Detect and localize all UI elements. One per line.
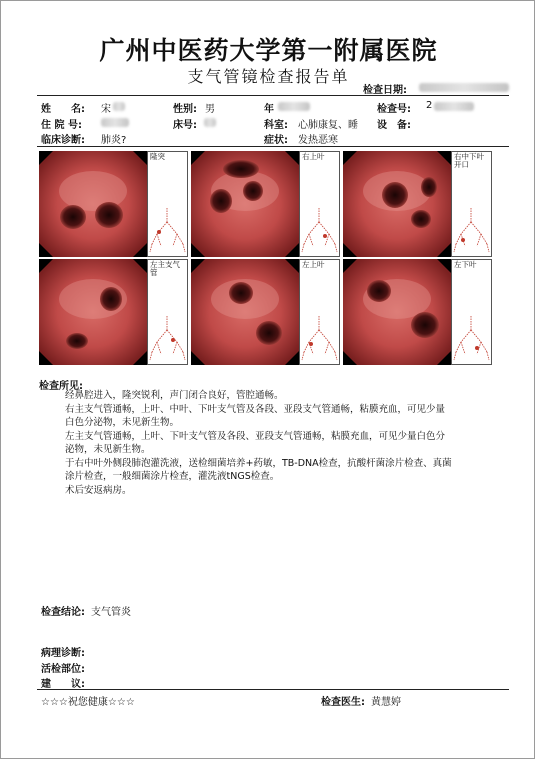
bronchial-tree-icon xyxy=(149,316,186,362)
findings-line: 右主支气管通畅，上叶、中叶、下叶支气管及各段、亚段支气管通畅，粘膜充血，可见少量 xyxy=(65,404,446,415)
findings-line: 泌物，未见新生物。 xyxy=(65,444,151,455)
dept-label: 科室: xyxy=(264,120,288,131)
exam-no-redacted xyxy=(434,102,474,111)
symptom-label: 症状: xyxy=(264,135,288,146)
doctor-label: 检查医生: xyxy=(321,697,365,708)
age-label: 年 xyxy=(264,104,274,115)
conclusion-label: 检查结论: xyxy=(41,607,85,618)
bronchial-tree-icon xyxy=(453,208,490,254)
advice-label: 建 议: xyxy=(41,679,85,690)
report-title: 支气管镜检查报告单 xyxy=(187,67,350,86)
pathology-label: 病理诊断: xyxy=(41,648,85,659)
image-location-label: 右上叶 xyxy=(302,152,325,161)
wish-text: ☆☆☆祝您健康☆☆☆ xyxy=(41,697,135,708)
header-rule xyxy=(37,95,509,96)
exam-no-label: 检查号: xyxy=(377,104,411,115)
exam-date-label: 检查日期: xyxy=(363,85,407,96)
bronchial-tree-diagram xyxy=(147,259,188,365)
bronchoscopy-image xyxy=(343,259,451,365)
bronchoscopy-image xyxy=(39,259,147,365)
bed-redacted xyxy=(204,118,216,127)
image-location-label: 左上叶 xyxy=(302,260,325,269)
bronchoscopy-image xyxy=(191,259,299,365)
equipment-label: 设 备: xyxy=(377,120,411,131)
conclusion-value: 支气管炎 xyxy=(91,607,131,618)
findings-line: 左主支气管通畅，上叶、下叶支气管及各段、亚段支气管通畅，粘膜充血，可见少量白色分 xyxy=(65,431,446,442)
image-location-label: 右中下叶开口 xyxy=(454,152,484,169)
biopsy-site-label: 活检部位: xyxy=(41,664,85,675)
doctor-value: 黄慧婷 xyxy=(371,697,401,708)
bronchial-tree-diagram xyxy=(299,259,340,365)
bronchial-tree-diagram xyxy=(451,259,492,365)
image-location-label: 左下叶 xyxy=(454,260,477,269)
findings-line: 白色分泌物，未见新生物。 xyxy=(65,417,180,428)
bronchial-tree-diagram xyxy=(299,151,340,257)
name-label: 姓 名: xyxy=(41,104,85,115)
info-rule xyxy=(37,146,509,147)
bronchial-tree-icon xyxy=(453,316,490,362)
symptom-value: 发热恶寒 xyxy=(298,135,338,146)
bronchial-tree-icon xyxy=(301,208,338,254)
exam-no-value: 2 xyxy=(426,100,433,111)
clinical-diagnosis-value: 肺炎? xyxy=(101,135,127,146)
bed-label: 床号: xyxy=(173,120,197,131)
findings-line: 经鼻腔进入，隆突锐利，声门闭合良好，管腔通畅。 xyxy=(65,390,284,401)
name-redacted xyxy=(113,102,125,111)
bronchoscopy-image xyxy=(191,151,299,257)
inpatient-no-redacted xyxy=(101,118,129,127)
hospital-name: 广州中医药大学第一附属医院 xyxy=(99,36,438,65)
findings-line: 术后安返病房。 xyxy=(65,485,132,496)
findings-line: 于右中叶外侧段肺泡灌洗液，送检细菌培养+药敏，TB-DNA检查，抗酸杆菌涂片检查、真菌 xyxy=(65,458,452,469)
exam-date-redacted xyxy=(419,83,509,92)
age-redacted xyxy=(278,102,310,111)
bronchial-tree-icon xyxy=(149,208,186,254)
image-location-label: 左主支气管 xyxy=(150,260,180,277)
footer-rule xyxy=(37,689,509,690)
dept-value: 心肺康复、睡 xyxy=(298,120,358,131)
inpatient-no-label: 住 院 号: xyxy=(41,120,82,131)
gender-value: 男 xyxy=(205,104,215,115)
findings-line: 涂片检查，一般细菌涂片检查，灌洗液tNGS检查。 xyxy=(65,471,280,482)
clinical-diagnosis-label: 临床诊断: xyxy=(41,135,85,146)
bronchial-tree-diagram xyxy=(147,151,188,257)
bronchial-tree-diagram xyxy=(451,151,492,257)
bronchial-tree-icon xyxy=(301,316,338,362)
bronchoscopy-image xyxy=(39,151,147,257)
name-value: 宋 xyxy=(101,104,111,115)
bronchoscopy-image xyxy=(343,151,451,257)
image-location-label: 隆突 xyxy=(150,152,165,161)
findings-label: 检查所见: xyxy=(39,381,83,392)
gender-label: 性别: xyxy=(173,104,197,115)
